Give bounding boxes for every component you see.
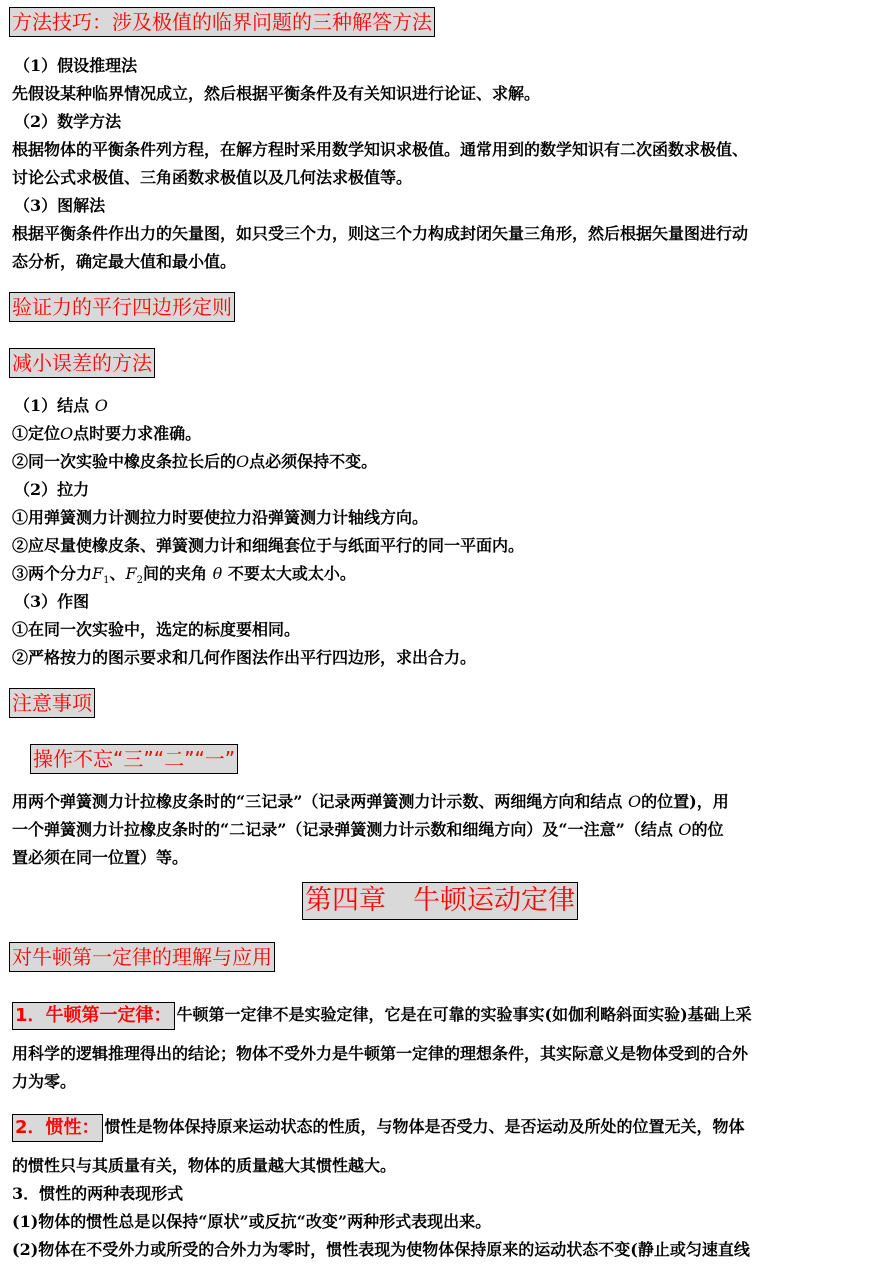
inertia-forms-title: 3．惯性的两种表现形式	[12, 1184, 184, 1203]
inertia-form-2: (2)物体在不受外力或所受的合外力为零时，惯性表现为使物体保持原来的运动状态不变(静止或匀速直线	[12, 1240, 750, 1259]
error-1-a: ①定位O点时要力求准确。	[12, 424, 202, 443]
method-3-text-1: 根据平衡条件作出力的矢量图，如只受三个力，则这三个力构成封闭矢量三角形，然后根据矢量图进行动	[12, 224, 749, 243]
method-3-text-2: 态分析，确定最大值和最小值。	[12, 252, 237, 271]
operations-text-1: 用两个弹簧测力计拉橡皮条时的“三记录”（记录两弹簧测力计示数、两细绳方向和结点 O的位置)，用	[12, 792, 729, 811]
inertia-form-1: (1)物体的惯性总是以保持“原状”或反抗“改变”两种形式表现出来。	[12, 1212, 492, 1231]
error-2-b: ②应尽量使橡皮条、弹簧测力计和细绳套位于与纸面平行的同一平面内。	[12, 536, 525, 555]
heading-operations: 操作不忘“三”“二”“一”	[30, 744, 238, 774]
newton-law-text-3: 力为零。	[12, 1072, 77, 1091]
operations-text-2: 一个弹簧测力计拉橡皮条时的“二记录”（记录弹簧测力计示数和细绳方向）及“一注意”（结点 O的位	[12, 820, 724, 839]
error-3-title: （3）作图	[14, 592, 90, 611]
method-2-title: （2）数学方法	[14, 112, 122, 131]
error-2-c: ③两个分力$F_1$、$F_2$间的夹角 θ 不要太大或太小。	[12, 564, 356, 587]
error-1-title: （1）结点 O	[14, 396, 108, 415]
method-2-text-1: 根据物体的平衡条件列方程，在解方程时采用数学知识求极值。通常用到的数学知识有二次函数求极值、	[12, 140, 749, 159]
inertia-paragraph-1: 2．惯性： 惯性是物体保持原来运动状态的性质，与物体是否受力、是否运动及所处的位置无关，物体	[12, 1112, 885, 1142]
heading-newton-first-law: 对牛顿第一定律的理解与应用	[9, 942, 275, 972]
heading-reduce-error: 减小误差的方法	[9, 348, 155, 378]
method-2-text-2: 讨论公式求极值、三角函数求极值以及几何法求极值等。	[12, 168, 413, 187]
method-3-title: （3）图解法	[14, 196, 106, 215]
error-3-b: ②严格按力的图示要求和几何作图法作出平行四边形，求出合力。	[12, 648, 477, 667]
label-inertia: 2．惯性：	[12, 1114, 103, 1142]
error-3-a: ①在同一次实验中，选定的标度要相同。	[12, 620, 301, 639]
operations-text-3: 置必须在同一位置）等。	[12, 848, 189, 867]
heading-parallelogram-rule: 验证力的平行四边形定则	[9, 292, 235, 322]
method-1-text: 先假设某种临界情况成立，然后根据平衡条件及有关知识进行论证、求解。	[12, 84, 541, 103]
error-1-b: ②同一次实验中橡皮条拉长后的O点必须保持不变。	[12, 452, 378, 471]
newton-law-paragraph-1: 1．牛顿第一定律： 牛顿第一定律不是实验定律，它是在可靠的实验事实(如伽利略斜面实验)基础上采	[12, 1000, 885, 1030]
error-2-title: （2）拉力	[14, 480, 90, 499]
chapter-title: 第四章 牛顿运动定律	[302, 882, 578, 920]
heading-extremum-methods: 方法技巧：涉及极值的临界问题的三种解答方法	[9, 7, 435, 37]
inertia-text-2: 的惯性只与其质量有关，物体的质量越大其惯性越大。	[12, 1156, 397, 1175]
label-newton-first-law: 1．牛顿第一定律：	[12, 1002, 175, 1030]
newton-law-text-2: 用科学的逻辑推理得出的结论；物体不受外力是牛顿第一定律的理想条件，其实际意义是物体受到的合外	[12, 1044, 749, 1063]
error-2-a: ①用弹簧测力计测拉力时要使拉力沿弹簧测力计轴线方向。	[12, 508, 429, 527]
heading-notes: 注意事项	[9, 688, 95, 718]
method-1-title: （1）假设推理法	[14, 56, 138, 75]
